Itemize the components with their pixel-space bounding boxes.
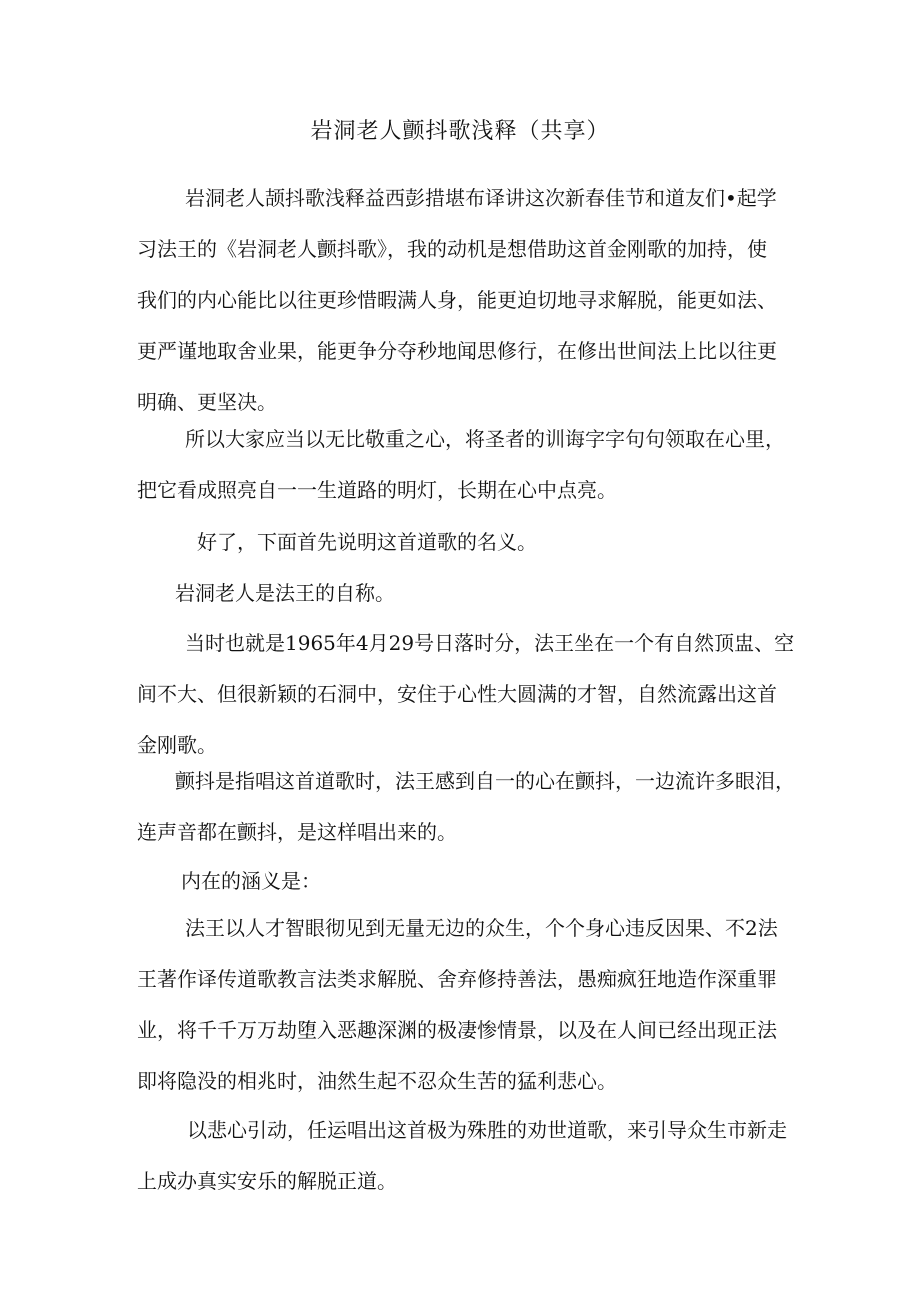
paragraph-line: 所以大家应当以无比敬重之心，将圣者的训诲字字句句领取在心里，	[185, 427, 785, 451]
paragraph-line: 岩洞老人是法王的自称。	[175, 581, 395, 605]
paragraph-line: 即将隐没的相兆时，油然生起不忍众生苦的猛利悲心。	[137, 1069, 617, 1093]
paragraph	[137, 517, 792, 568]
paragraph	[137, 856, 792, 907]
paragraph-line: 颤抖是指唱这首道歌时，法王感到自一的心在颤抖，一边流许多眼泪，	[175, 769, 795, 793]
paragraph-line: 我们的内心能比以往更珍惜暇满人身，能更迫切地寻求解脱，能更如法、	[137, 288, 777, 312]
paragraph	[137, 756, 795, 858]
paragraph	[137, 414, 792, 516]
paragraph-line: 金刚歌。	[137, 733, 217, 757]
paragraph-line: 上成办真实安乐的解脱正道。	[137, 1169, 397, 1193]
paragraph-line: 好了，下面首先说明这首道歌的名义。	[197, 530, 537, 554]
paragraph-line: 以悲心引动，任运唱出这首极为殊胜的劝世道歌，来引导众生市新走	[187, 1118, 787, 1142]
paragraph-line: 内在的涵义是：	[181, 869, 321, 893]
paragraph-line: 连声音都在颤抖，是这样唱出来的。	[137, 820, 457, 844]
paragraph	[137, 1105, 792, 1207]
paragraph-line: 法王以人才智眼彻见到无量无边的众生，个个身心违反因果、不2法	[185, 916, 778, 940]
paragraph-line: 更严谨地取舍业果，能更争分夺秒地闻思修行，在修出世间法上比以往更	[137, 339, 777, 363]
paragraph	[137, 173, 792, 428]
paragraph-line: 把它看成照亮自一一生道路的明灯，长期在心中点亮。	[137, 478, 617, 502]
document-title: 岩洞老人颤抖歌浅释（共享）	[310, 119, 610, 144]
paragraph-line: 习法王的《岩洞老人颤抖歌》，我的动机是想借助这首金刚歌的加持，使	[137, 237, 767, 261]
paragraph-line: 岩洞老人颉抖歌浅释益西彭措堪布译讲这次新春佳节和道友们•起学	[185, 186, 777, 210]
paragraph-line: 间不大、但很新颖的石洞中，安住于心性大圆满的才智，自然流露出这首	[137, 682, 777, 706]
paragraph	[137, 903, 792, 1107]
paragraph-line: 业，将千千万万劫堕入恶趣深渊的极凄惨情景，以及在人间已经出现正法	[137, 1018, 777, 1042]
paragraph	[137, 618, 795, 771]
paragraph-line: 明确、更坚决。	[137, 390, 277, 414]
paragraph-line: 王著作译传道歌教言法类求解脱、舍弃修持善法，愚痴疯狂地造作深重罪	[137, 967, 777, 991]
paragraph	[137, 568, 792, 619]
paragraph-line: 当时也就是1965年4月29号日落时分，法王坐在一个有自然顶盅、空	[185, 631, 795, 655]
